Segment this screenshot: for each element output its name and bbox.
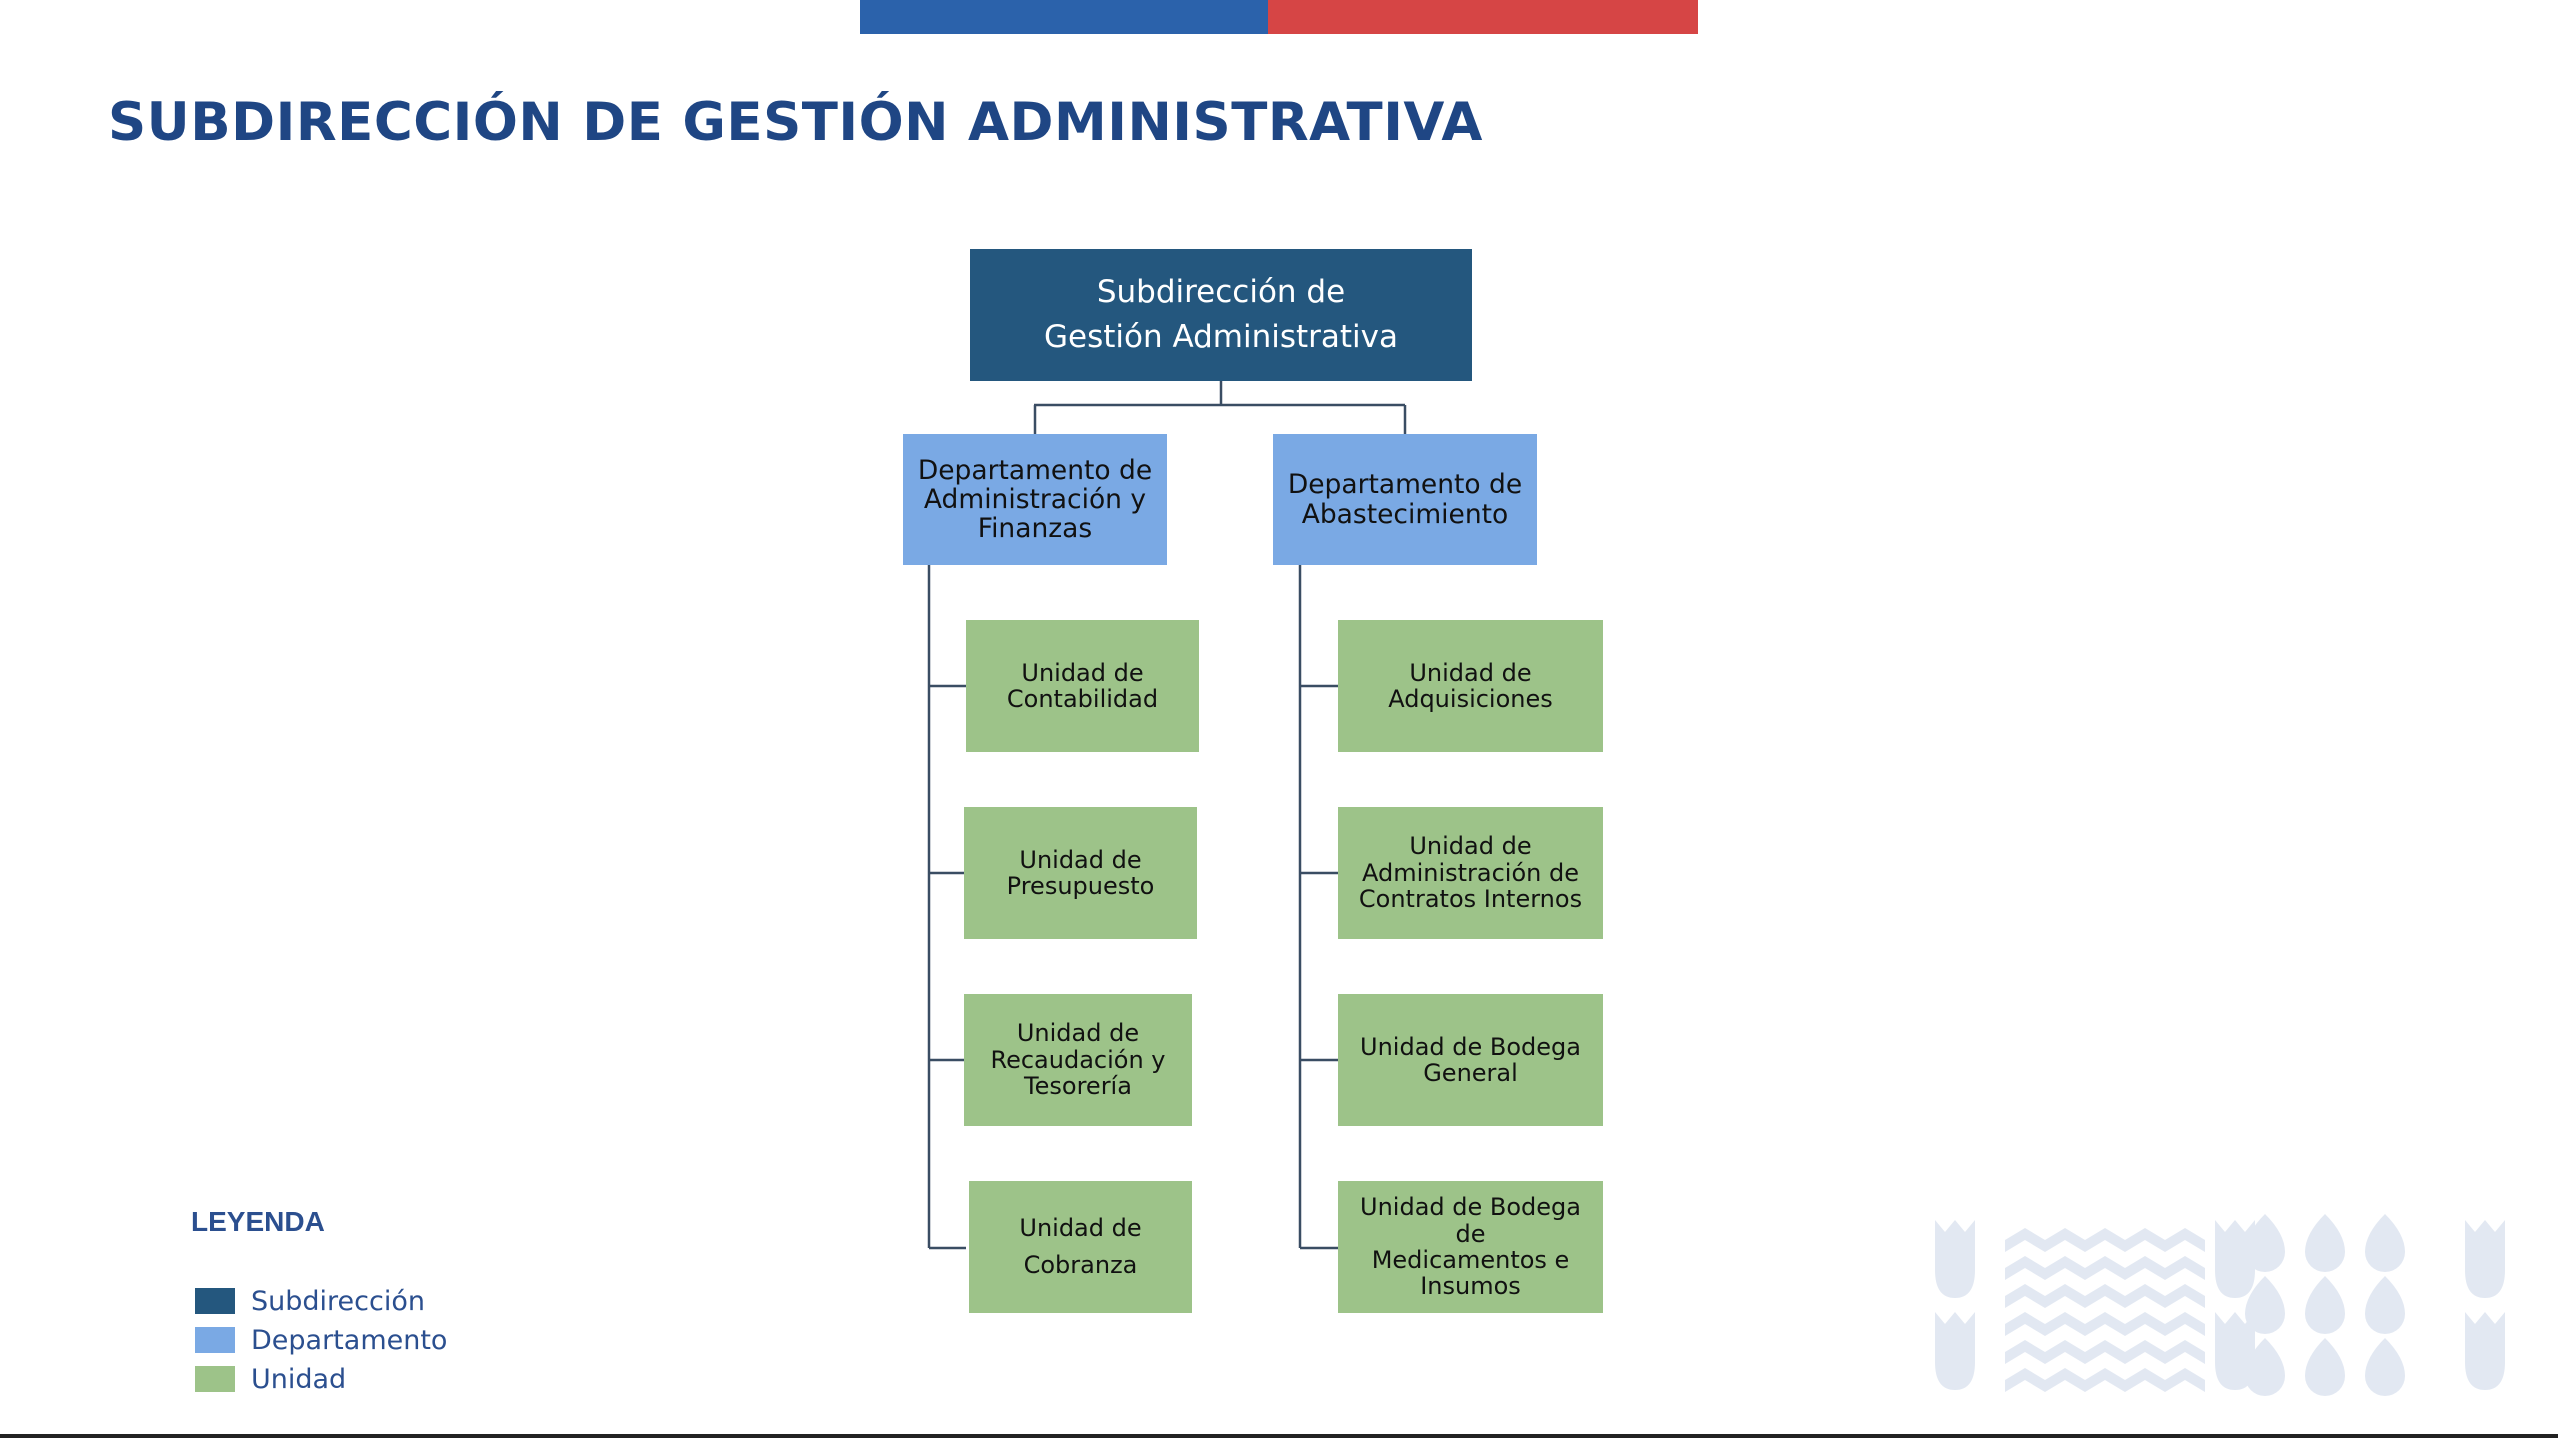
- org-node-unit-adquisiciones-label: Unidad de Adquisiciones: [1388, 658, 1553, 713]
- watermark-logo: [1935, 1210, 2515, 1400]
- watermark-wave-4: [2005, 1340, 2205, 1364]
- watermark-drop-2-2: [2365, 1338, 2405, 1396]
- org-node-unit-bodega-medicamentos-label: Unidad de Bodega de Medicamentos e Insumos: [1360, 1193, 1581, 1301]
- watermark-drop-0-0: [2245, 1214, 2285, 1272]
- org-node-dept-abastecimiento: [1273, 434, 1537, 565]
- org-node-unit-contratos-internos-label: Unidad de Administración de Contratos Internos: [1358, 832, 1583, 914]
- watermark-tulip-1-2: [2465, 1312, 2505, 1390]
- legend-swatch-unidad: [195, 1366, 235, 1392]
- org-node-unit-contabilidad-label: Unidad de Contabilidad: [1006, 658, 1159, 713]
- org-node-unit-cobranza: [969, 1181, 1192, 1313]
- org-node-dept-administracion-finanzas-label: Departamento de Administración y Finanzas: [917, 454, 1153, 545]
- watermark-drop-1-2: [2305, 1338, 2345, 1396]
- watermark-drop-1-0: [2305, 1214, 2345, 1272]
- legend-label-departamento: Departamento: [251, 1324, 448, 1356]
- watermark-tulip-1-0: [1935, 1312, 1975, 1390]
- watermark-drop-2-0: [2365, 1214, 2405, 1272]
- watermark-tulip-0-2: [2465, 1220, 2505, 1298]
- legend-label-subdireccion: Subdirección: [251, 1285, 425, 1317]
- watermark-drop-2-1: [2365, 1276, 2405, 1334]
- watermark-drop-1-1: [2305, 1276, 2345, 1334]
- watermark-wave-5: [2005, 1368, 2205, 1392]
- legend-title: LEYENDA: [191, 1206, 325, 1237]
- watermark-wave-3: [2005, 1312, 2205, 1336]
- org-node-unit-bodega-general: [1338, 994, 1603, 1126]
- bottom-rule: [0, 1434, 2558, 1438]
- org-node-unit-cobranza-label: Unidad de Cobranza: [1019, 1213, 1142, 1279]
- legend-label-unidad: Unidad: [251, 1363, 347, 1395]
- org-node-dept-abastecimiento-label: Departamento de Abastecimiento: [1287, 469, 1523, 530]
- org-node-unit-presupuesto-label: Unidad de Presupuesto: [1006, 845, 1155, 900]
- org-node-unit-recaudacion-tesoreria-label: Unidad de Recaudación y Tesorería: [990, 1019, 1166, 1101]
- org-node-subdireccion: [970, 249, 1472, 381]
- watermark-tulip-0-0: [1935, 1220, 1975, 1298]
- org-node-unit-adquisiciones: [1338, 620, 1603, 752]
- org-node-unit-recaudacion-tesoreria: [964, 994, 1192, 1126]
- org-node-unit-presupuesto: [964, 807, 1197, 939]
- org-node-unit-contabilidad: [966, 620, 1199, 752]
- legend-swatch-departamento: [195, 1327, 235, 1353]
- org-node-subdireccion-label: Subdirección de Gestión Administrativa: [1043, 274, 1399, 355]
- watermark-wave-0: [2005, 1228, 2205, 1252]
- watermark-wave-1: [2005, 1256, 2205, 1280]
- org-node-dept-administracion-finanzas: [903, 434, 1167, 565]
- legend-swatch-subdireccion: [195, 1288, 235, 1314]
- org-node-unit-bodega-general-label: Unidad de Bodega General: [1360, 1032, 1581, 1087]
- page-title: SUBDIRECCIÓN DE GESTIÓN ADMINISTRATIVA: [108, 92, 1483, 153]
- org-node-unit-bodega-medicamentos: [1338, 1181, 1603, 1313]
- watermark-wave-2: [2005, 1284, 2205, 1308]
- legend-item-unidad: [195, 1364, 346, 1394]
- legend-item-departamento: [195, 1325, 447, 1355]
- legend-item-subdireccion: [195, 1286, 425, 1316]
- org-node-unit-contratos-internos: [1338, 807, 1603, 939]
